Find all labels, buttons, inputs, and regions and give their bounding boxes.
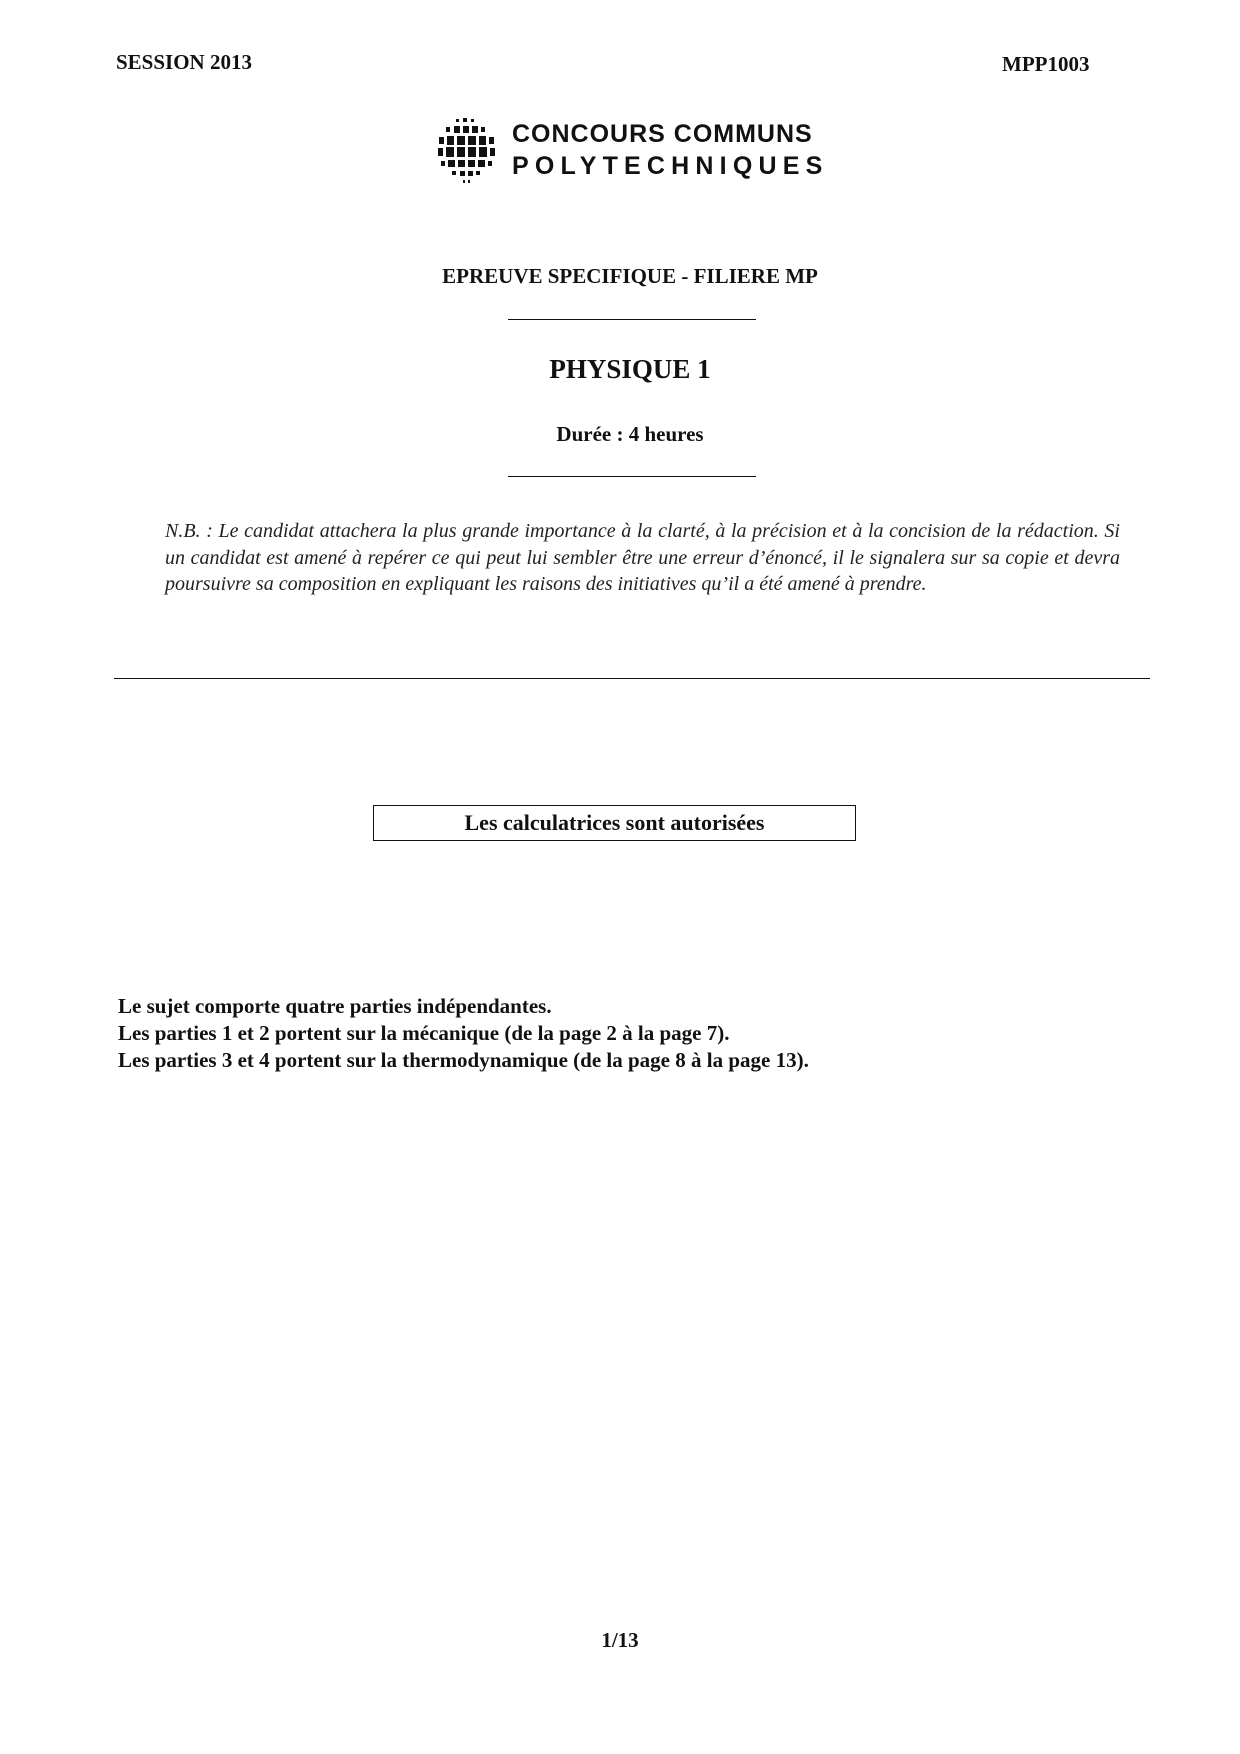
title-divider-bottom (508, 476, 756, 477)
exam-code: MPP1003 (1002, 52, 1090, 76)
sphere-grid-icon (430, 116, 502, 188)
instructions-notice: N.B. : Le candidat attachera la plus grande importance à la clarté, à la précision et à la concision de la rédaction. Si un candidat est amené à repérer ce qui peut lui sembler être une erreur d’énoncé, il le signalera sur sa copie et devra poursuivre sa composition en expliquant les raisons des initiatives qu’il a été amené à prendre. (165, 520, 1120, 595)
exam-type: EPREUVE SPECIFIQUE - FILIERE MP (442, 264, 818, 288)
header-separator (114, 678, 1150, 679)
exam-duration: Durée : 4 heures (556, 422, 704, 446)
logo-text-line1: CONCOURS COMMUNS (512, 120, 813, 148)
overview-line: Les parties 3 et 4 portent sur la thermodynamique (de la page 8 à la page 13). (118, 1048, 809, 1072)
page-number: 1/13 (601, 1628, 639, 1652)
subject-overview (118, 993, 809, 1074)
session-label: SESSION 2013 (116, 50, 252, 74)
logo-text-line2: POLYTECHNIQUES (512, 152, 829, 180)
overview-line: Le sujet comporte quatre parties indépendantes. (118, 994, 552, 1018)
overview-line: Les parties 1 et 2 portent sur la mécanique (de la page 2 à la page 7). (118, 1021, 730, 1045)
title-divider-top (508, 319, 756, 320)
logo (430, 116, 830, 188)
calculator-notice-box: Les calculatrices sont autorisées (373, 805, 856, 841)
exam-subject: PHYSIQUE 1 (549, 354, 711, 384)
